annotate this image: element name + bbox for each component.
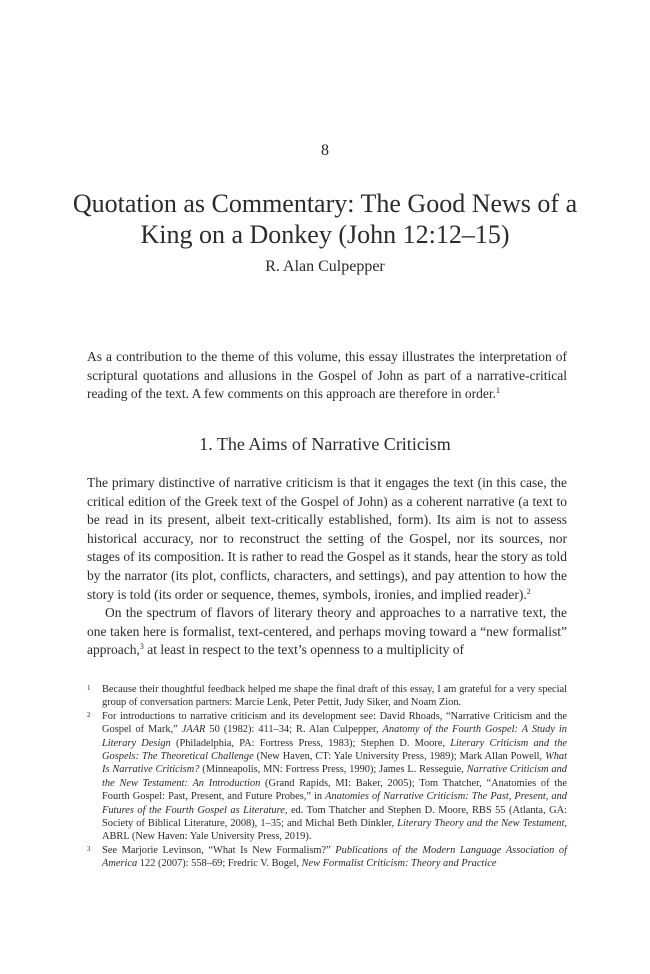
chapter-title bbox=[70, 188, 580, 250]
footnote-segment: Because their thoughtful feedback helped me shape the final draft of this essay, I am grateful for a very special group of conversation partners: Marcie Lenk, Peter Pettit, Judy Siker, and Noam Zion. bbox=[102, 684, 567, 709]
footnote-text bbox=[102, 711, 567, 843]
footnote-segment: , ABRL (New Haven: Yale University Press, 2019). bbox=[102, 818, 567, 843]
author-name: R. Alan Culpepper bbox=[265, 258, 385, 275]
footnote-ref-2: 2 bbox=[526, 586, 531, 596]
footnote-italic-segment: Anatomies of Narrative Criticism: The Past, Present, and Futures of the Fourth Gospel as Literature bbox=[102, 791, 567, 816]
body-paragraph-1 bbox=[87, 474, 567, 604]
footnote-ref-3: 3 bbox=[139, 642, 144, 652]
footnote-mark: 2 bbox=[87, 710, 91, 719]
footnote-segment: (Grand Rapids, MI: Baker, 2005); Tom Thatcher, “Anatomies of the Fourth Gospel: Past, Present, and Future Probes,” in bbox=[102, 777, 567, 803]
footnotes bbox=[87, 683, 567, 871]
intro-paragraph bbox=[87, 348, 567, 404]
footnote-segment: For introductions to narrative criticism and its development see: David Rhoads, “Narrative Criticism and the Gospel of Mark,” bbox=[102, 710, 567, 736]
footnote-mark: 1 bbox=[87, 684, 91, 692]
footnote-italic-segment: Narrative Criticism and the New Testament: An Introduction bbox=[102, 764, 568, 789]
footnote-mark: 3 bbox=[87, 844, 91, 853]
main-text bbox=[87, 474, 567, 660]
footnote-italic-segment: New Formalist Criticism: Theory and Practice bbox=[301, 858, 497, 870]
section-heading: 1. The Aims of Narrative Criticism bbox=[199, 434, 451, 454]
body-paragraph-2-text-a: On the spectrum of flavors of literary theory and approaches to a narrative text, the one taken here is formalist, text-centered, and perhaps moving toward a “new formalist” approach, bbox=[87, 605, 567, 658]
footnote-ref-1: 1 bbox=[495, 386, 500, 396]
footnote-italic-segment: Literary Theory and the New Testament bbox=[397, 818, 565, 830]
footnote-segment: (Philadelphia, PA: Fortress Press, 1983); Stephen D. Moore, bbox=[170, 737, 451, 749]
footnote-segment: (New Haven, CT: Yale University Press, 1989); Mark Allan Powell, bbox=[253, 751, 546, 763]
footnote-segment: See Marjorie Levinson, “What Is New Formalism?” bbox=[102, 844, 336, 856]
footnote-italic-segment: Anatomy of the Fourth Gospel: A Study in Literary Design bbox=[102, 724, 567, 749]
footnote-segment: (Minneapolis, MN: Fortress Press, 1990); James L. Resseguie, bbox=[199, 764, 467, 776]
chapter-title-line-1: Quotation as Commentary: The Good News of a bbox=[72, 189, 578, 218]
intro-text: As a contribution to the theme of this volume, this essay illustrates the interpretation of scriptural quotations and allusions in the Gospel of John as part of a narrative-critical reading of the text. A few comments on this approach are therefore in order. bbox=[87, 349, 567, 402]
footnote-3 bbox=[87, 844, 567, 871]
footnote-text bbox=[102, 684, 567, 708]
chapter-title-line-2: King on a Donkey (John 12:12–15) bbox=[140, 220, 510, 249]
footnote-segment: , ed. Tom Thatcher and Stephen D. Moore, RBS 55 (Atlanta, GA: Society of Biblical Literature, 2008), 1–35; and Michal Beth Dinkler, bbox=[102, 804, 567, 830]
footnote-segment: 50 (1982): 411–34; R. Alan Culpepper, bbox=[205, 724, 383, 736]
footnote-italic-segment: JAAR bbox=[181, 724, 206, 736]
footnote-italic-segment: What Is Narrative Criticism? bbox=[102, 751, 567, 776]
footnote-1 bbox=[87, 683, 567, 710]
body-paragraph-1-text: The primary distinctive of narrative criticism is that it engages the text (in this case, the critical edition of the Greek text of the Gospel of John) as a coherent narrative (a text to be read in its present, albeit text-critically established, form). Its aim is not to assess historical accuracy, nor to reconstruct the setting of the Gospel, nor its sources, nor stages of its composition. It is rather to read the Gospel as it stands, hear the story as told by the narrator (its plot, conflicts, characters, and settings), and pay attention to how the story is told (its order or sequence, themes, symbols, ironies, and implied reader). bbox=[87, 475, 567, 602]
footnote-text bbox=[102, 845, 567, 869]
footnote-italic-segment: Literary Criticism and the Gospels: The Theoretical Challenge bbox=[102, 737, 568, 763]
body-paragraph-2 bbox=[87, 604, 567, 660]
body-paragraph-2-text-b: at least in respect to the text’s openness to a multiplicity of bbox=[143, 642, 465, 658]
footnote-2 bbox=[87, 710, 567, 844]
footnote-italic-segment: Publications of the Modern Language Association of America bbox=[102, 844, 567, 870]
footnote-segment: 122 (2007): 558–69; Fredric V. Bogel, bbox=[137, 858, 302, 870]
chapter-number: 8 bbox=[321, 142, 329, 159]
